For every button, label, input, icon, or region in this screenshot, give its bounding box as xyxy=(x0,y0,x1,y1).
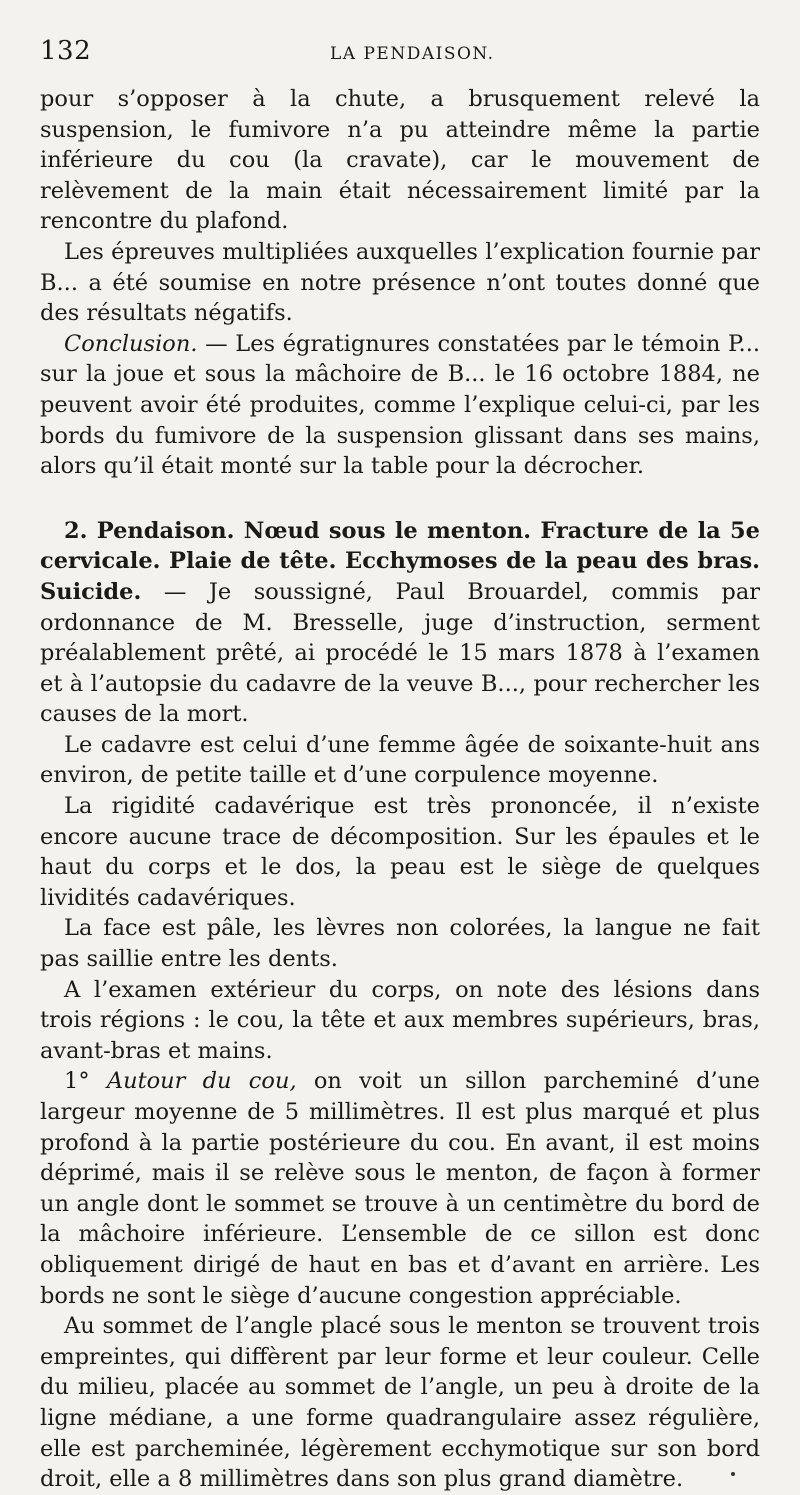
paragraph: La face est pâle, les lèvres non colorées, la langue ne fait pas saillie entre les dents. xyxy=(40,915,760,973)
running-title: LA PENDAISON. xyxy=(330,44,495,64)
body-text xyxy=(40,84,760,1495)
section-gap xyxy=(40,482,760,516)
paragraph: Le cadavre est celui d’une femme âgée de soixante-huit ans environ, de petite taille et d’une corpulence moyenne. xyxy=(40,731,760,789)
paragraph: Les épreuves multipliées auxquelles l’explication fournie par B... a été soumise en notre présence n’ont toutes donné que des résultats négatifs. xyxy=(40,238,760,327)
case-heading: 2. Pendaison. Nœud sous le menton. Fracture de la 5e cervicale. Plaie de tête. Ecchymoses de la peau des bras. Suicide. xyxy=(40,517,760,605)
page-number: 132 xyxy=(40,36,92,66)
neck-paragraph xyxy=(40,1066,760,1311)
paragraph: La rigidité cadavérique est très prononcée, il n’existe encore aucune trace de décomposition. Sur les épaules et le haut du corps et le dos, la peau est le siège de quelques lividités cadavériques. xyxy=(40,793,760,911)
case-text: — Je soussigné, Paul Brouardel, commis par ordonnance de M. Bresselle, juge d’instruction, serment préalablement prêté, ai procédé le 15 mars 1878 à l’examen et à l’autopsie du cadavre de la veuve B..., pour rechercher les causes de la mort. xyxy=(40,578,760,728)
ink-speck xyxy=(731,1472,735,1476)
neck-text: on voit un sillon parcheminé d’une largeur moyenne de 5 millimètres. Il est plus marqué et plus profond à la partie postérieure du cou. En avant, il est moins déprimé, mais il se relève sous le menton, de façon à former un angle dont le sommet se trouve à un centimètre du bord de la mâchoire inférieure. L’ensemble de ce sillon est donc obliquement dirigé de haut en bas et d’avant en arrière. Les bords ne sont le siège d’aucune congestion appréciable. xyxy=(40,1068,760,1309)
case-paragraph xyxy=(40,516,760,730)
paragraph: Au sommet de l’angle placé sous le menton se trouvent trois empreintes, qui diffèrent par leur forme et leur couleur. Celle du milieu, placée au sommet de l’angle, un peu à droite de la ligne médiane, a une forme quadrangulaire assez régulière, elle est parcheminée, légèrement ecchymotique sur son bord droit, elle a 8 millimètres dans son plus grand diamètre. xyxy=(40,1313,760,1493)
conclusion-text: — Les égratignures constatées par le témoin P... sur la joue et sous la mâchoire de B... le 16 octobre 1884, ne peuvent avoir été produites, comme l’explique celui-ci, par les bords du fumivore de la suspension glissant dans ses mains, alors qu’il était monté sur la table pour la décrocher. xyxy=(40,330,760,480)
paragraph: pour s’opposer à la chute, a brusquement relevé la suspension, le fumivore n’a pu atteindre même la partie inférieure du cou (la cravate), car le mouvement de relèvement de la main était nécessairement limité par la rencontre du plafond. xyxy=(40,86,760,235)
neck-label: Autour du cou, xyxy=(106,1068,297,1095)
item-number: 1° xyxy=(64,1068,107,1095)
page-header xyxy=(40,34,760,74)
paragraph: A l’examen extérieur du corps, on note des lésions dans trois régions : le cou, la tête et aux membres supérieurs, bras, avant-bras et mains. xyxy=(40,976,760,1064)
conclusion-paragraph xyxy=(40,329,760,482)
conclusion-label: Conclusion. xyxy=(64,330,198,357)
